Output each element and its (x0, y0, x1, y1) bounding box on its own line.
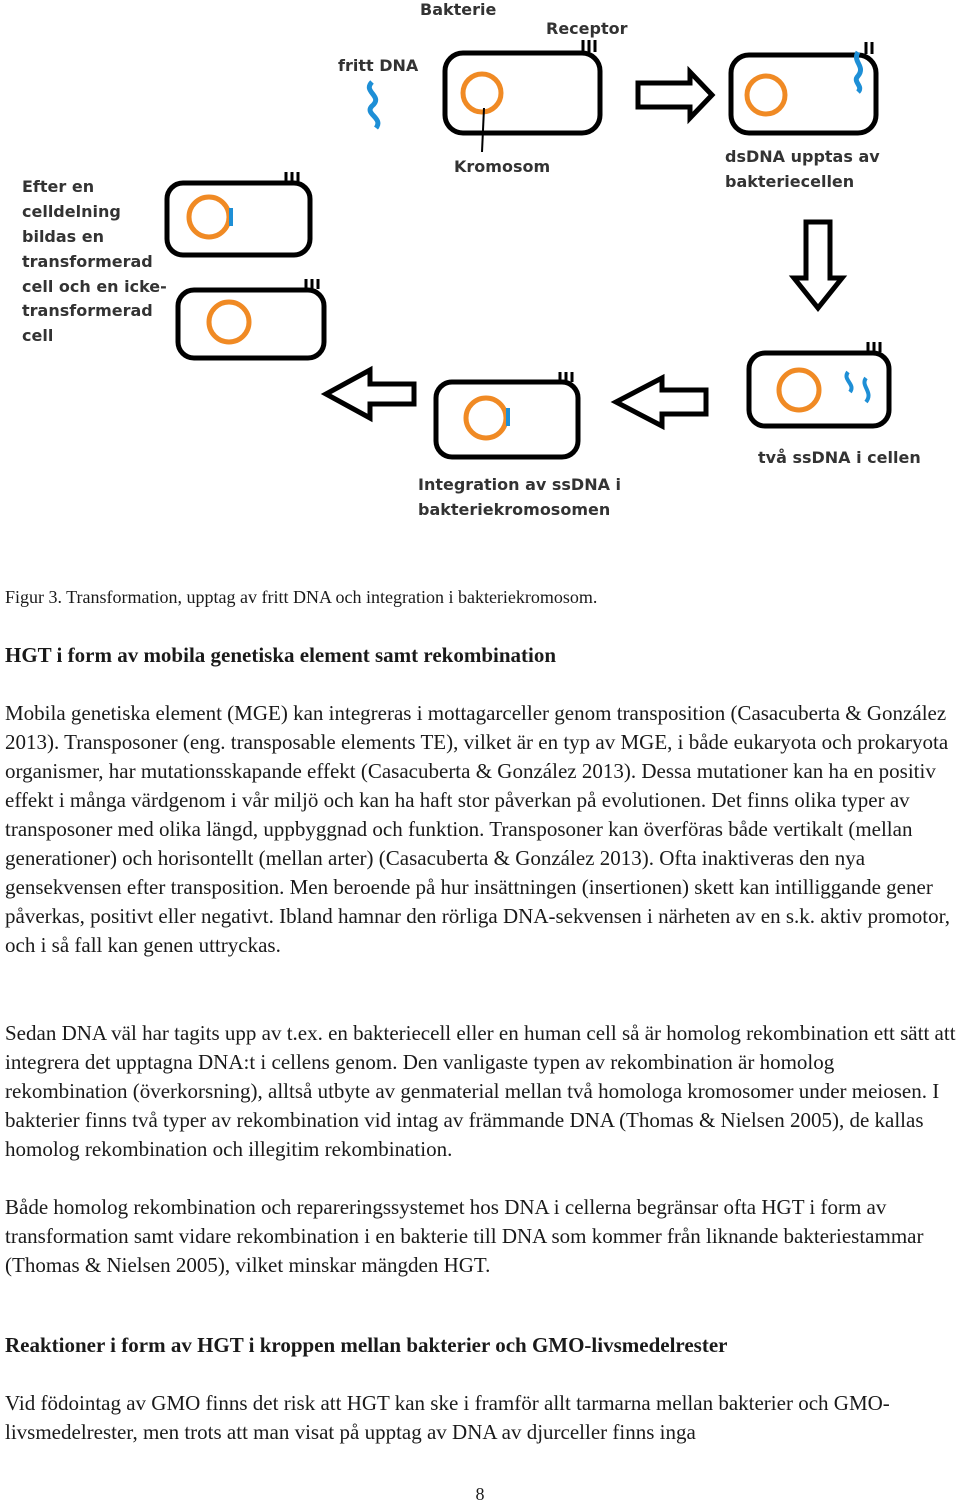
label-dsdna-2: bakteriecellen (725, 172, 855, 191)
label-receptor: Receptor (546, 19, 628, 38)
label-integration-2: bakteriekromosomen (418, 500, 611, 519)
chromosome-circle (463, 74, 501, 112)
label-chromosome: Kromosom (454, 157, 551, 176)
figure-caption: Figur 3. Transformation, upptag av fritt DNA och integration i bakteriekromosom. (5, 587, 598, 607)
label-after-5: cell och en icke- (22, 277, 167, 296)
label-bacterium: Bakterie (420, 0, 497, 19)
label-free-dna: fritt DNA (338, 56, 419, 75)
daughter-cell-transformed (167, 172, 310, 255)
paragraph-food-intake: Vid födointag av GMO finns det risk att HGT kan ske i framför allt tarmarna mellan bakterier och GMO-livsmedelrester, men trots att man visat på upptag av DNA av djurceller finns inga (5, 1391, 890, 1444)
paragraph-repair-system: Både homolog rekombination och repareringssystemet hos DNA i cellerna begränsar ofta HGT i form av transformation samt vidare rekombination i en bakterie till DNA som kommer från liknande bakteriestammar (Thomas & Nielsen 2005), vilket minskar mängden HGT. (5, 1195, 924, 1277)
label-after-6: transformerad (22, 301, 153, 320)
paragraph-recombination: Sedan DNA väl har tagits upp av t.ex. en bakteriecell eller en human cell så är homolog rekombination ett sätt att integrera det upptagna DNA:t i cellens genom. Den vanligaste typen av rekombination är homolog rekombination (överkorsning), alltså utbyte av genmaterial mellan två homologa kromosomer under meiosen. I bakterier finns två typer av rekombination vid intag av främmande DNA (Thomas & Nielsen 2005), de kallas homolog rekombination och illegitim rekombination. (5, 1021, 956, 1161)
bacterium-cell-uptake (731, 42, 876, 133)
arrow-right-icon (638, 72, 712, 118)
bacterium-cell-integration (436, 372, 578, 457)
bacterium-cell-top (445, 40, 600, 133)
label-after-4: transformerad (22, 252, 153, 271)
daughter-cell-untransformed (178, 279, 324, 358)
label-after-7: cell (22, 326, 54, 345)
arrow-down-icon (794, 222, 842, 308)
arrow-left-icon-2 (326, 370, 414, 418)
page-number: 8 (475, 1484, 485, 1504)
label-dsdna-1: dsDNA upptas av (725, 147, 880, 166)
label-ssdna: två ssDNA i cellen (758, 448, 921, 467)
label-after-2: celldelning (22, 202, 121, 221)
free-dna-icon (369, 82, 378, 128)
transformation-figure (0, 0, 960, 560)
arrow-left-icon (616, 378, 706, 426)
label-integration-1: Integration av ssDNA i (418, 475, 622, 494)
section-heading-mge: HGT i form av mobila genetiska element samt rekombination (5, 643, 557, 667)
section-heading-reactions: Reaktioner i form av HGT i kroppen mellan bakterier och GMO-livsmedelrester (5, 1333, 728, 1357)
receptor-icon (583, 40, 595, 52)
label-after-3: bildas en (22, 227, 105, 246)
bacterium-cell-ssdna (749, 342, 889, 426)
label-after-1: Efter en (22, 177, 95, 196)
chromosome-pointer (482, 108, 484, 152)
paragraph-mge: Mobila genetiska element (MGE) kan integreras i mottagarceller genom transposition (Casacuberta & González 2013). Transposoner (eng. transposable elements TE), vilket är en typ av MGE, i både eukaryota och prokaryota organismer, har mutationsskapande effekt (Casacuberta & González 2013). Dessa mutationer kan ha en positiv effekt i många värdgenom i vår miljö och kan ha haft stor påverkan på evolutionen. Det finns olika typer av transposoner med olika längd, uppbyggnad och funktion. Transposoner kan överföras både vertikalt (mellan generationer) och horisontellt (mellan arter) (Casacuberta & González 2013). Ofta inaktiveras den nya gensekvensen efter transposition. Men beroende på hur insättningen (insertionen) skett kan intilliggande gener påverkas, positivt eller negativt. Ibland hamnar den rörliga DNA-sekvensen i närheten av en s.k. aktiv promotor, och i så fall kan genen uttryckas. (5, 701, 951, 957)
